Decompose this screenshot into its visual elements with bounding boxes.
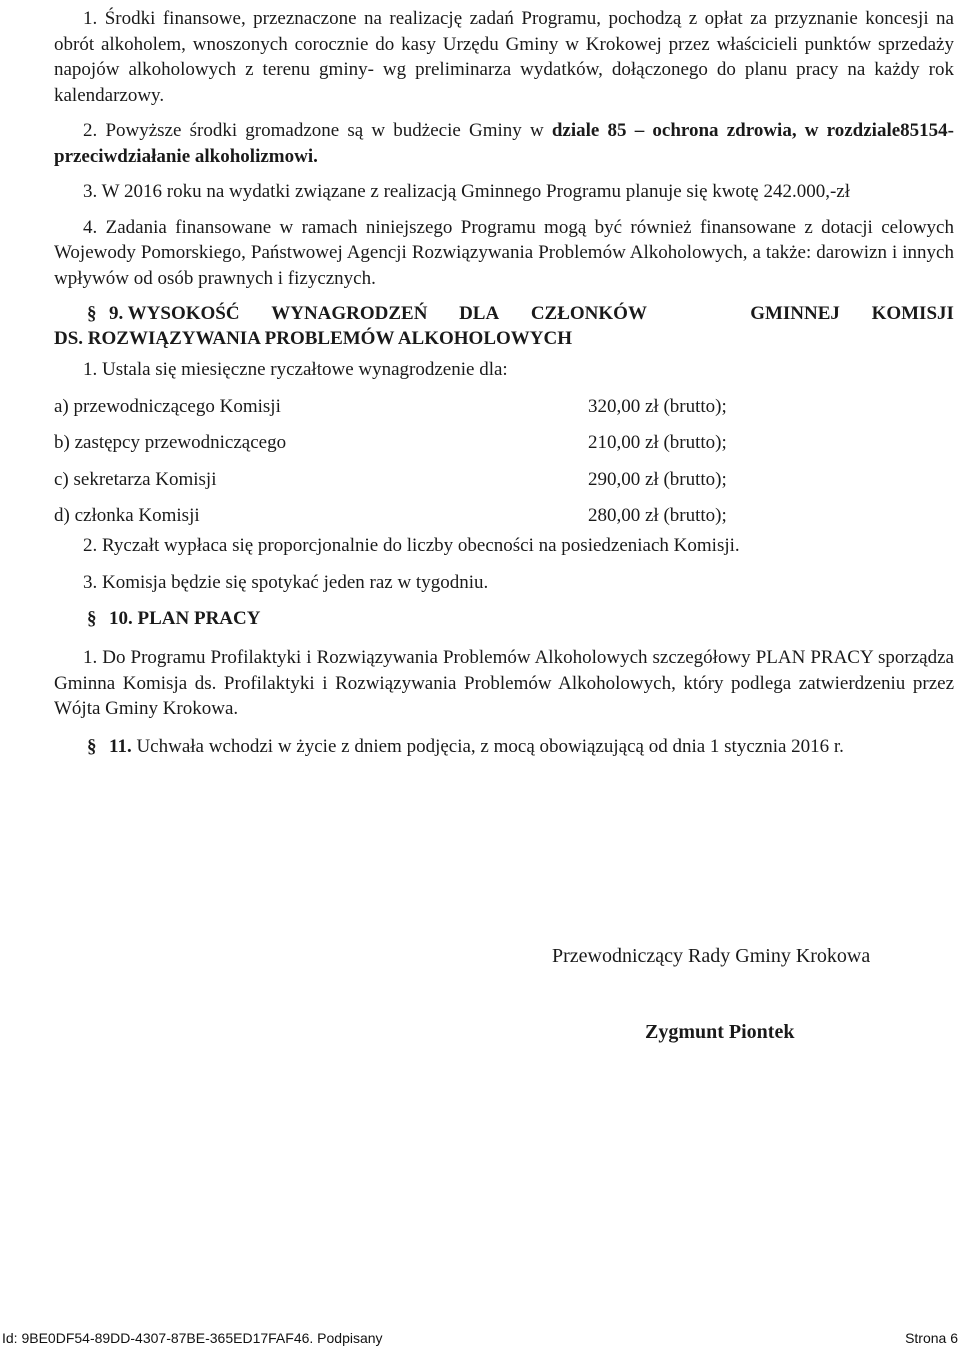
rates-list (54, 394, 954, 534)
document-body (54, 6, 954, 759)
rate-row: a) przewodniczącego Komisji 320,00 zł (brutto); (54, 395, 727, 417)
paragraph-text: Środki finansowe, przeznaczone na realizację zadań Programu, pochodzą z opłat za przyznanie koncesji na obrót alkoholem, wnoszonych corocznie do kasy Urzędu Gminy w Krokowej przez właścicieli punktów sprzedaży napojów alkoholowych z terenu gminy- wg preliminarza wydatków, dołączonego do planu pracy na każdy rok kalendarzowy. (54, 8, 954, 106)
rate-row: c) sekretarza Komisji 290,00 zł (brutto); (54, 468, 727, 490)
paragraph-symbol: § (87, 608, 97, 629)
paragraph-text: Zadania finansowane w ramach niniejszego Programu mogą być również finansowane z dotacji celowych Wojewody Pomorskiego, Państwowej Agencji Rozwiązywania Problemów Alkoholowych, a także: darowizn i innych wpływów od osób prawnych i fizycznych. (54, 216, 954, 289)
paragraph-number: 4. (83, 216, 98, 238)
paragraph-10-1: 1. Do Programu Profilaktyki i Rozwiązywania Problemów Alkoholowych szczegółowy PLAN PRACY sporządza Gminna Komisja ds. Profilaktyki i Rozwiązywania Problemów Alkoholowych, który podlega zatwierdzeniu przez Wójta Gminy Krokowa. (54, 647, 954, 719)
paragraph-symbol: § (87, 303, 97, 324)
signature-role: Przewodniczący Rady Gminy Krokowa (552, 945, 871, 967)
paragraph-number: 2. (83, 120, 98, 141)
paragraph-9-2: 2. Ryczałt wypłaca się proporcjonalnie do liczby obecności na posiedzeniach Komisji. (83, 535, 740, 556)
paragraph-8-2 (54, 118, 954, 169)
section-10-heading: § 10. PLAN PRACY (87, 608, 261, 629)
document-id: Id: 9BE0DF54-89DD-4307-87BE-365ED17FAF46. Podpisany (2, 1330, 383, 1346)
paragraph-8-4 (54, 215, 954, 292)
paragraph-11: § 11. Uchwała wchodzi w życie z dniem podjęcia, z mocą obowiązującą od dnia 1 stycznia 2016 r. (54, 734, 954, 760)
paragraph-text: Powyższe środki gromadzone są w budżecie Gminy w (105, 120, 544, 141)
paragraph-8-3 (54, 179, 954, 205)
paragraph-text: W 2016 roku na wydatki związane z realizacją Gminnego Programu planuje się kwotę 242.000,-zł (101, 181, 850, 202)
paragraph-9-3: 3. Komisja będzie się spotykać jeden raz w tygodniu. (83, 571, 489, 593)
paragraph-number: 1. (83, 8, 98, 29)
paragraph-bold-text: dziale 85 – ochrona zdrowia, w rozdziale85154-przeciwdziałanie alkoholizmowi. (54, 120, 955, 167)
paragraph-number: 3. (83, 181, 98, 202)
signature-name: Zygmunt Piontek (645, 1021, 795, 1043)
paragraph-8-1 (54, 6, 954, 108)
paragraph-symbol: § (87, 735, 97, 757)
rate-row: b) zastępcy przewodniczącego 210,00 zł (brutto); (54, 432, 727, 453)
page-number: Strona 6 (905, 1330, 958, 1346)
rate-row: d) członka Komisji 280,00 zł (brutto); (54, 505, 727, 526)
section-9-heading: § 9. WYSOKOŚĆ WYNAGRODZEŃ DLA CZŁONKÓW GMINNEJ KOMISJI DS. ROZWIĄZYWANIA PROBLEMÓW ALKOHOLOWYCH (54, 303, 954, 349)
rates-intro: 1. Ustala się miesięczne ryczałtowe wynagrodzenie dla: (83, 359, 508, 380)
section-9-heading-line2: DS. ROZWIĄZYWANIA PROBLEMÓW ALKOHOLOWYCH (54, 328, 573, 349)
